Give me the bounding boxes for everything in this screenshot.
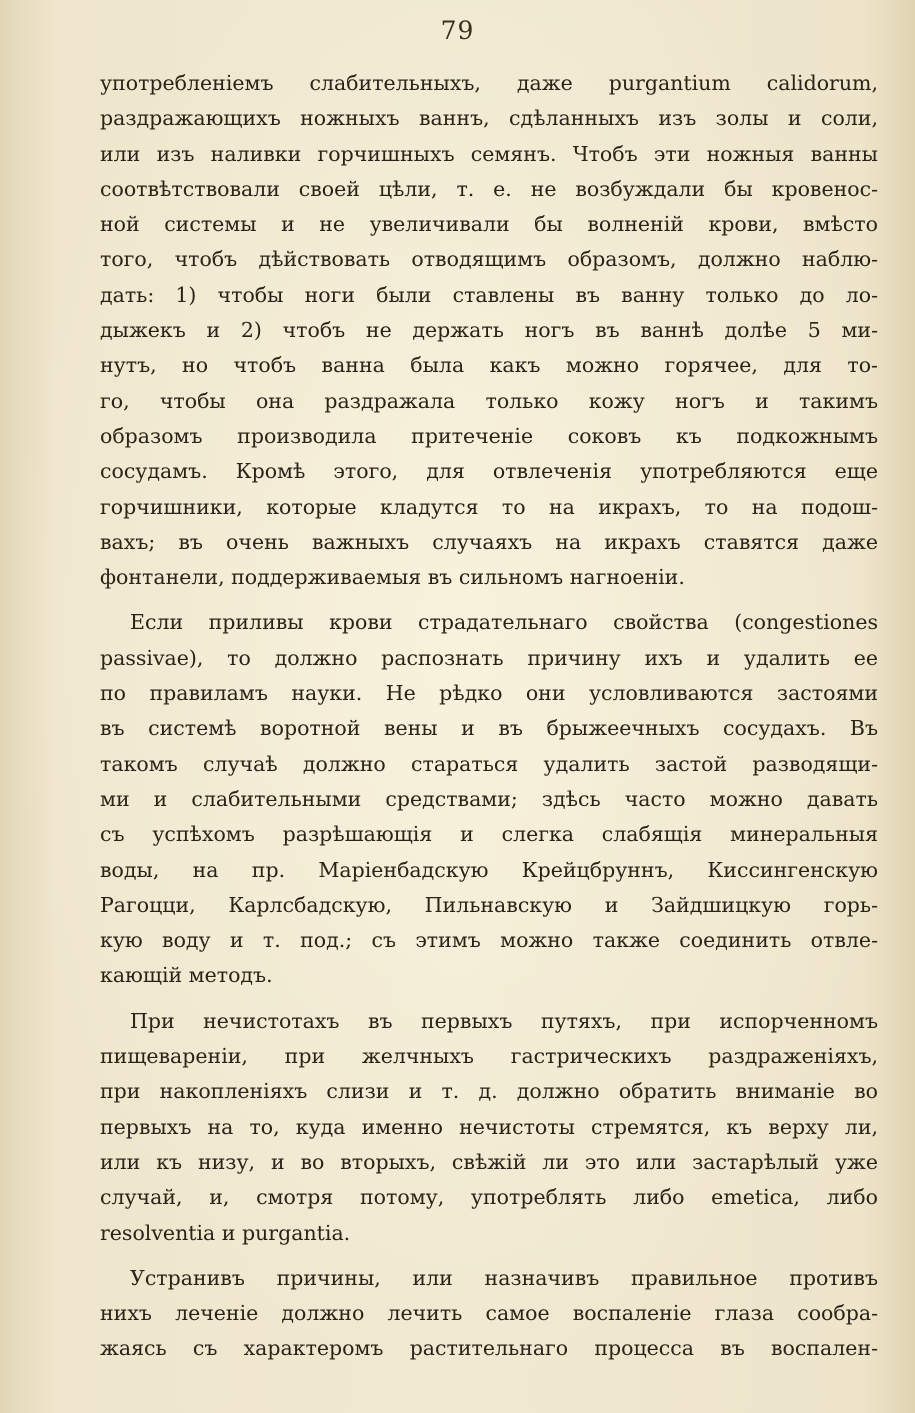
- paragraph-2: [100, 605, 878, 993]
- text-line: го, чтобы она раздражала только кожу ногъ и такимъ: [100, 388, 878, 413]
- body-text: [100, 66, 878, 1377]
- text-line: пищевареніи, при желчныхъ гастрическихъ раздраженіяхъ,: [100, 1044, 878, 1069]
- text-line: или къ низу, и во вторыхъ, свѣжій ли это или застарѣлый уже: [100, 1149, 878, 1174]
- text-line: Рагоцци, Карлсбадскую, Пильнавскую и Зайдшицкую горь-: [100, 892, 878, 917]
- text-line: при накопленіяхъ слизи и т. д. должно обратить вниманіе во: [100, 1079, 878, 1104]
- text-line: первыхъ на то, куда именно нечистоты стремятся, къ верху ли,: [100, 1114, 878, 1139]
- text-line: дыжекъ и 2) чтобъ не держать ногъ въ ваннѣ долѣе 5 ми-: [100, 318, 878, 343]
- text-line: При нечистотахъ въ первыхъ путяхъ, при испорченномъ: [130, 1008, 878, 1033]
- paragraph-1: [100, 66, 878, 595]
- text-line: фонтанели, поддерживаемыя въ сильномъ нагноеніи.: [100, 565, 685, 590]
- text-line: такомъ случаѣ должно стараться удалить застой разводящи-: [100, 751, 878, 776]
- text-line: жаясь съ характеромъ растительнаго процесса въ воспален-: [100, 1336, 878, 1361]
- text-line: нутъ, но чтобъ ванна была какъ можно горячее, для то-: [100, 353, 878, 378]
- text-line: ми и слабительными средствами; здѣсь часто можно давать: [100, 786, 878, 811]
- text-line: вахъ; въ очень важныхъ случаяхъ на икрахъ ставятся даже: [100, 529, 878, 554]
- text-line: горчишники, которые кладутся то на икрахъ, то на подош-: [100, 494, 878, 519]
- text-line: сосудамъ. Кромѣ этого, для отвлеченія употребляются еще: [100, 459, 878, 484]
- text-line: раздражающихъ ножныхъ ваннъ, сдѣланныхъ изъ золы и соли,: [100, 106, 878, 131]
- paragraph-3: [100, 1004, 878, 1251]
- text-line: съ успѣхомъ разрѣшающія и слегка слабящія минеральныя: [100, 822, 878, 847]
- text-line: passivae), то должно распознать причину ихъ и удалить ее: [100, 645, 878, 670]
- text-line: соотвѣтствовали своей цѣли, т. е. не возбуждали бы кровенос-: [100, 176, 878, 201]
- text-line: resolventia и purgantia.: [100, 1220, 351, 1245]
- text-line: кую воду и т. под.; съ этимъ можно также соединить отвле-: [100, 928, 878, 953]
- text-line: въ системѣ воротной вены и въ брыжеечныхъ сосудахъ. Въ: [100, 716, 878, 741]
- text-line: по правиламъ науки. Не рѣдко они условливаются застоями: [100, 681, 878, 706]
- text-line: того, чтобъ дѣйствовать отводящимъ образомъ, должно наблю-: [100, 247, 878, 272]
- text-line: случай, и, смотря потому, употреблять либо emetica, либо: [100, 1185, 878, 1210]
- text-line: употребленіемъ слабительныхъ, даже purgantium calidorum,: [100, 71, 878, 95]
- text-line: образомъ производила притеченіе соковъ къ подкожнымъ: [100, 423, 878, 448]
- text-line: или изъ наливки горчишныхъ семянъ. Чтобъ эти ножныя ванны: [100, 141, 878, 166]
- text-line: Устранивъ причины, или назначивъ правильное противъ: [130, 1265, 878, 1290]
- text-line: нихъ леченіе должно лечить самое воспаленіе глаза сообра-: [100, 1301, 878, 1326]
- paragraph-4: [100, 1261, 878, 1367]
- text-line: кающій методъ.: [100, 963, 273, 988]
- text-line: дать: 1) чтобы ноги были ставлены въ ванну только до ло-: [100, 282, 878, 307]
- text-line: воды, на пр. Маріенбадскую Крейцбруннъ, Киссингенскую: [100, 857, 878, 882]
- page-number: 79: [440, 16, 475, 45]
- text-line: ной системы и не увеличивали бы волненій крови, вмѣсто: [100, 212, 878, 237]
- text-line: Если приливы крови страдательнаго свойства (congestiones: [130, 610, 878, 635]
